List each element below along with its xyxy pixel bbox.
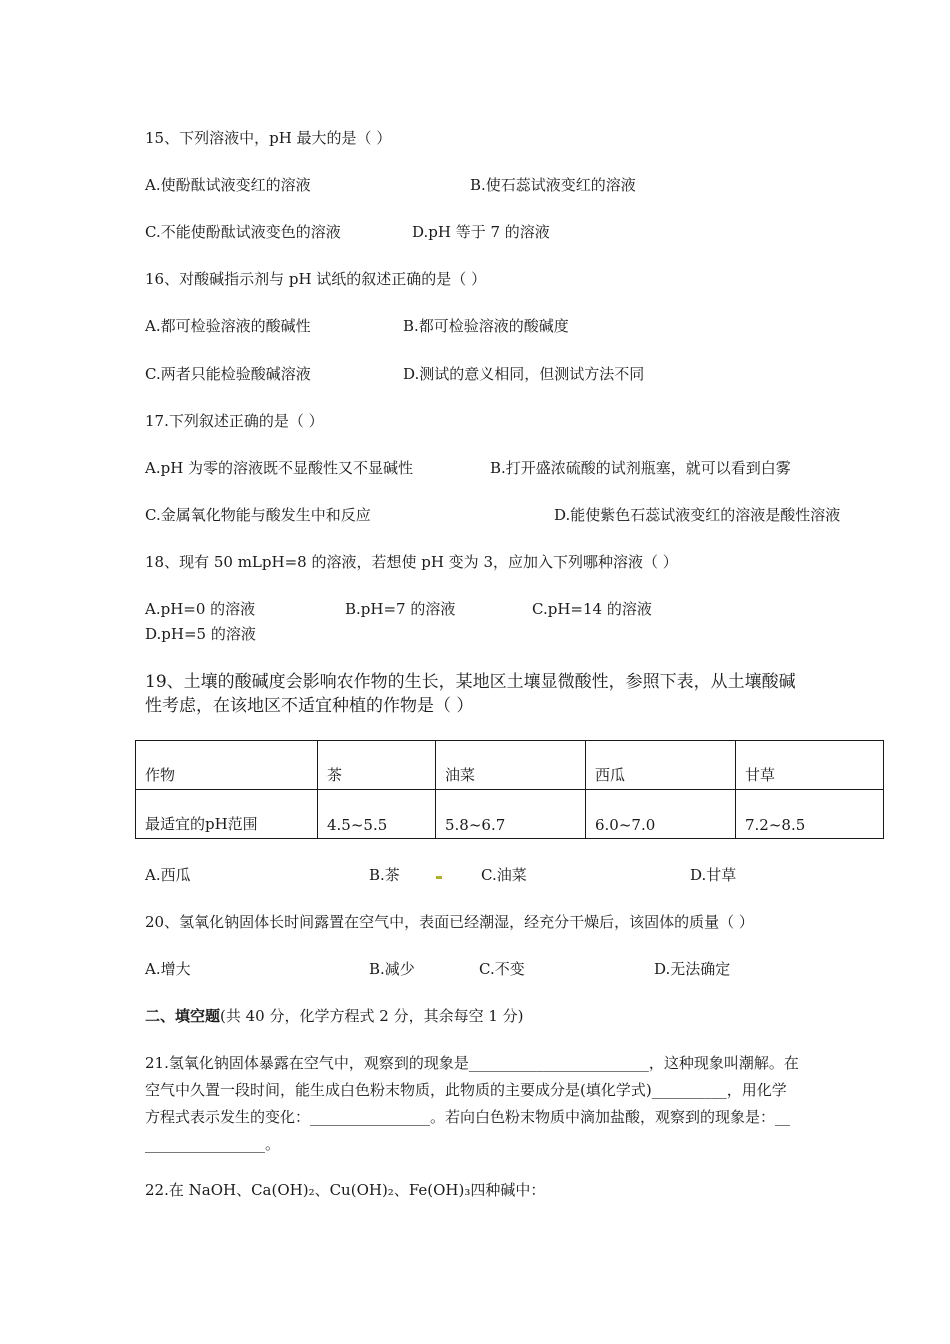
crop-ph-table [135,740,884,839]
q18-option-c: C.pH=14 的溶液 [532,600,652,618]
q18-stem: 18、现有 50 mLpH=8 的溶液，若想使 pH 变为 3，应加入下列哪种溶液（ ） [145,553,678,571]
table-cell: 6.0~7.0 [586,790,736,839]
q15-option-b: B.使石蕊试液变红的溶液 [470,176,636,194]
q19-option-b: B.茶 [369,866,400,884]
q15-option-d: D.pH 等于 7 的溶液 [412,223,550,241]
section-heading [145,1006,524,1026]
table-cell: 油菜 [436,741,586,790]
q18-option-d: D.pH=5 的溶液 [145,625,256,643]
q15-option-a: A.使酚酞试液变红的溶液 [145,176,311,194]
table-cell: 甘草 [736,741,884,790]
table-cell: 7.2~8.5 [736,790,884,839]
q20-option-c: C.不变 [479,960,525,978]
q15-option-c: C.不能使酚酞试液变色的溶液 [145,223,341,241]
q22-stem: 22.在 NaOH、Ca(OH)₂、Cu(OH)₂、Fe(OH)₃四种碱中： [145,1181,546,1199]
q21-line2: 空气中久置一段时间，能生成白色粉末物质，此物质的主要成分是(填化学式)__________，用化学 [145,1081,787,1099]
table-cell: 茶 [318,741,436,790]
q17-option-c: C.金属氧化物能与酸发生中和反应 [145,506,371,524]
table-cell: 4.5~5.5 [318,790,436,839]
q21-line3: 方程式表示发生的变化：________________。若向白色粉末物质中滴加盐酸，观察到的现象是：__ [145,1108,791,1126]
q15-stem: 15、下列溶液中，pH 最大的是（ ） [145,129,392,147]
q17-option-a: A.pH 为零的溶液既不显酸性又不显碱性 [145,459,414,477]
q18-option-a: A.pH=0 的溶液 [145,600,256,618]
q21-line4: ________________。 [145,1135,281,1153]
q17-option-d: D.能使紫色石蕊试液变红的溶液是酸性溶液 [554,506,841,524]
table-cell: 最适宜的pH范围 [136,790,318,839]
q16-stem: 16、对酸碱指示剂与 pH 试纸的叙述正确的是（ ） [145,270,487,288]
q18-option-b: B.pH=7 的溶液 [345,600,456,618]
q19-stem-line1: 19、土壤的酸碱度会影响农作物的生长，某地区土壤显微酸性，参照下表，从土壤酸碱 [145,672,796,692]
q19-option-c: C.油菜 [481,866,527,884]
q20-stem: 20、氢氧化钠固体长时间露置在空气中，表面已经潮湿，经充分干燥后，该固体的质量（ ） [145,913,754,931]
q16-option-c: C.两者只能检验酸碱溶液 [145,365,311,383]
q19-stem-line2: 性考虑，在该地区不适宜种植的作物是（ ） [145,696,474,716]
q17-stem: 17.下列叙述正确的是（ ） [145,412,324,430]
q20-option-d: D.无法确定 [654,960,731,978]
q16-option-b: B.都可检验溶液的酸碱度 [403,317,569,335]
table-cell: 作物 [136,741,318,790]
section-title: 二、填空题 [145,1007,221,1025]
table-row [136,790,884,839]
q17-option-b: B.打开盛浓硫酸的试剂瓶塞，就可以看到白雾 [490,459,791,477]
q19-option-d: D.甘草 [690,866,737,884]
table-row [136,741,884,790]
stray-mark [436,876,442,879]
table-cell: 西瓜 [586,741,736,790]
q21-line1: 21.氢氧化钠固体暴露在空气中，观察到的现象是________________________，这种现象叫潮解。在 [145,1054,799,1072]
q20-option-b: B.减少 [369,960,415,978]
q19-option-a: A.西瓜 [145,866,191,884]
table-cell: 5.8~6.7 [436,790,586,839]
q20-option-a: A.增大 [145,960,191,978]
q16-option-d: D.测试的意义相同，但测试方法不同 [403,365,645,383]
q16-option-a: A.都可检验溶液的酸碱性 [145,317,311,335]
section-note: (共 40 分，化学方程式 2 分，其余每空 1 分) [220,1007,524,1025]
